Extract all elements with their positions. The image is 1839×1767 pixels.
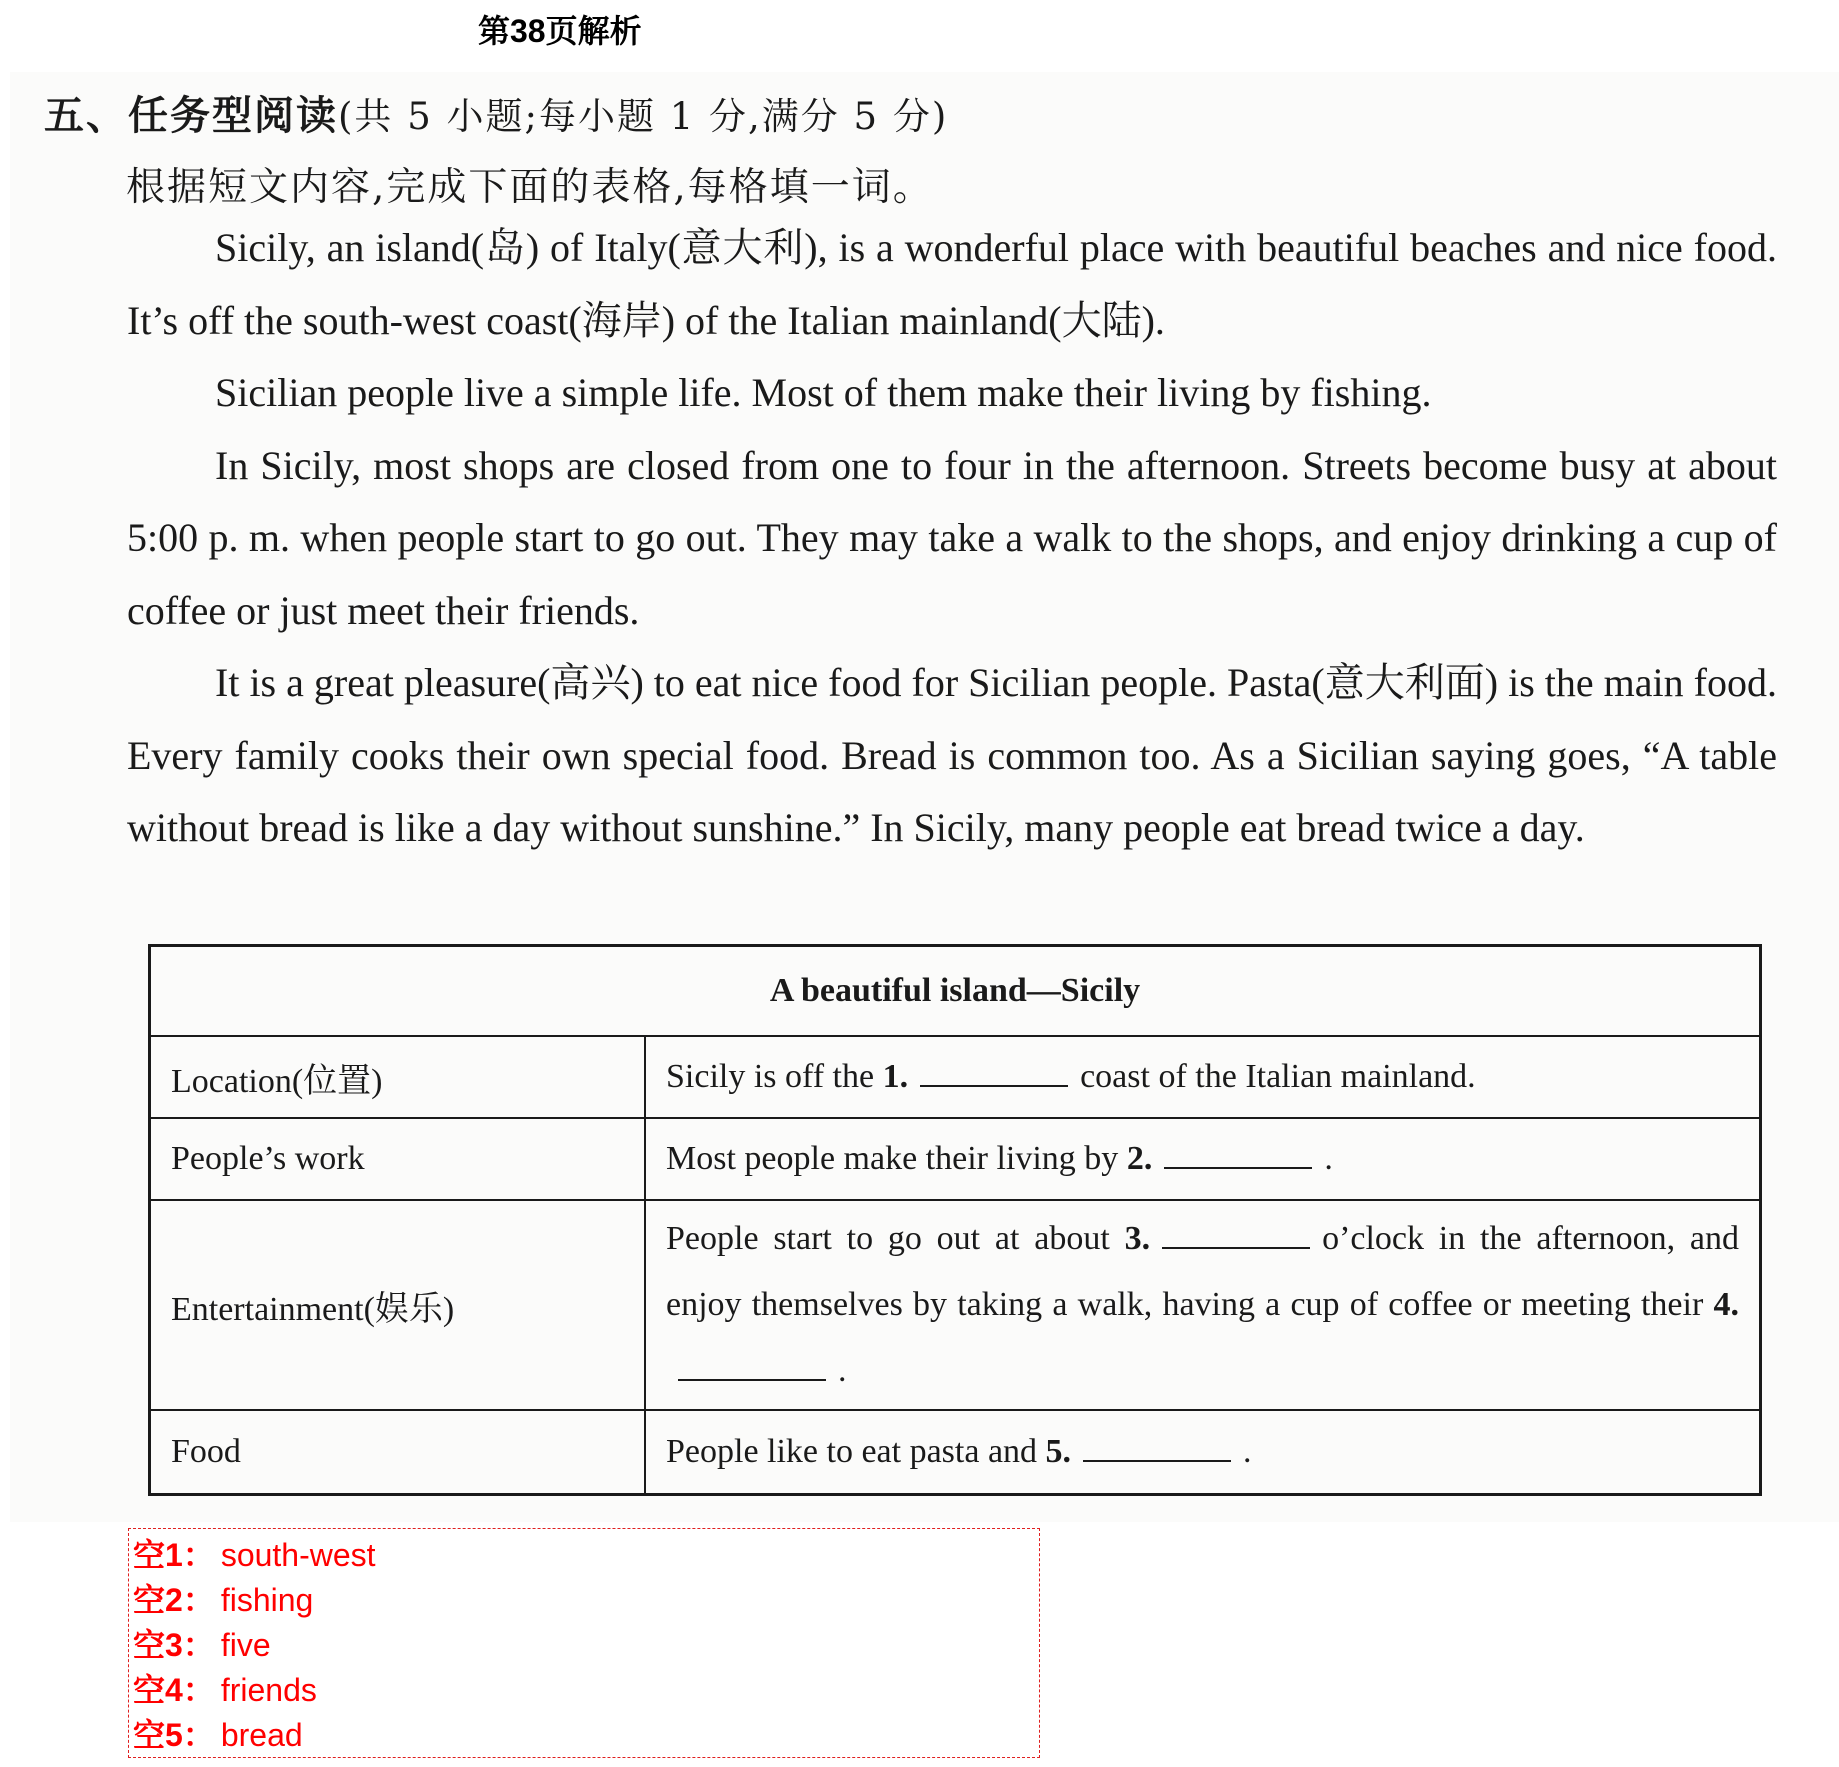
row-text: People like to eat pasta and <box>666 1432 1038 1470</box>
section-score: (共 5 小题;每小题 1 分,满分 5 分) <box>338 95 949 138</box>
answer-line <box>133 1623 1039 1668</box>
answer-box <box>128 1528 1040 1758</box>
blank-number: 5. <box>1045 1432 1072 1470</box>
row-text: . <box>1243 1432 1252 1470</box>
blank-number: 1. <box>882 1058 909 1095</box>
info-table <box>148 944 1762 1496</box>
section-heading <box>44 84 948 141</box>
row-label: Food <box>150 1410 646 1494</box>
table-title: A beautiful island—Sicily <box>150 946 1761 1037</box>
answer-value: fishing <box>220 1582 314 1618</box>
answer-value: five <box>220 1627 271 1663</box>
row-text: People start to go out at about <box>666 1220 1110 1257</box>
section-title: 五、任务型阅读 <box>44 92 338 139</box>
row-text: Sicily is off the <box>666 1058 875 1095</box>
row-content <box>645 1410 1761 1494</box>
row-label: Entertainment(娱乐) <box>150 1200 646 1410</box>
answer-key: 空1： <box>133 1537 215 1573</box>
blank-number: 3. <box>1124 1220 1151 1257</box>
row-text: . <box>838 1352 847 1389</box>
passage-paragraph: Sicily, an island(岛) of Italy(意大利), is a wonderful place with beautiful beaches and nice food. It’s off the south-west coast(海岸) of the Italian mainland(大陆). <box>127 225 1777 343</box>
reading-passage <box>127 212 1777 865</box>
answer-value: bread <box>220 1717 303 1753</box>
answer-key: 空5： <box>133 1717 215 1753</box>
table-row <box>150 1200 1761 1410</box>
row-content <box>645 1118 1761 1200</box>
passage-paragraph: In Sicily, most shops are closed from one to four in the afternoon. Streets become busy at about 5:00 p. m. when people start to go out. They may take a walk to the shops, and enjoy drinking a cup of coffee or just meet their friends. <box>127 442 1777 633</box>
answer-key: 空4： <box>133 1672 215 1708</box>
row-text: . <box>1324 1140 1333 1177</box>
blank-number: 2. <box>1126 1140 1153 1177</box>
blank-5 <box>1083 1440 1231 1462</box>
answer-key: 空2： <box>133 1582 215 1618</box>
row-text: o’clock in the afternoon, and enjoy themselves by taking a walk, having a cup of coffee or meeting their <box>666 1220 1740 1323</box>
table-row <box>150 1036 1761 1118</box>
instruction: 根据短文内容,完成下面的表格,每格填一词。 <box>126 165 934 210</box>
page-title: 第38页解析 <box>478 13 642 49</box>
answer-line <box>133 1578 1039 1623</box>
blank-number: 4. <box>1713 1286 1739 1323</box>
row-text: coast of the Italian mainland. <box>1080 1058 1476 1095</box>
blank-3 <box>1162 1227 1310 1249</box>
blank-2 <box>1164 1147 1312 1169</box>
passage-paragraph: It is a great pleasure(高兴) to eat nice food for Sicilian people. Pasta(意大利面) is the main food. Every family cooks their own special food. Bread is common too. As a Sicilian saying goes, “A table without bread is like a day without sunshine.” In Sicily, many people eat bread twice a day. <box>127 660 1777 850</box>
answer-line <box>133 1668 1039 1713</box>
row-label: Location(位置) <box>150 1036 646 1118</box>
answer-line <box>133 1533 1039 1578</box>
table-row <box>150 1118 1761 1200</box>
row-content <box>645 1036 1761 1118</box>
row-text: Most people make their living by <box>666 1140 1119 1177</box>
answer-value: south-west <box>220 1537 376 1573</box>
row-label: People’s work <box>150 1118 646 1200</box>
blank-4 <box>678 1359 826 1381</box>
table-row <box>150 1410 1761 1494</box>
row-content <box>645 1200 1761 1410</box>
passage-paragraph: Sicilian people live a simple life. Most of them make their living by fishing. <box>215 370 1432 415</box>
answer-value: friends <box>220 1672 317 1708</box>
blank-1 <box>920 1065 1068 1087</box>
answer-line <box>133 1713 1039 1758</box>
answer-key: 空3： <box>133 1627 215 1663</box>
